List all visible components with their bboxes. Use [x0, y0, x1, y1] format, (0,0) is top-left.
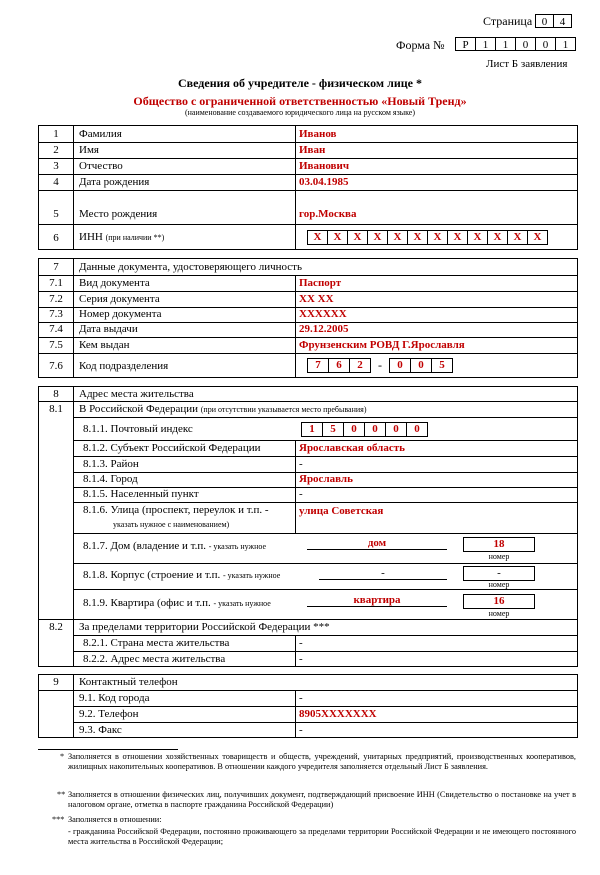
- footnote-2-mark: **: [57, 790, 66, 799]
- footnote-3-mark: ***: [52, 815, 65, 824]
- inn-digit: Х: [347, 230, 368, 245]
- city-code-label: 9.1. Код города: [79, 692, 150, 704]
- city-code-value: -: [299, 692, 303, 704]
- row-number: 2: [53, 144, 59, 156]
- page-label: Страница: [483, 14, 533, 28]
- address-section-label: Адрес места жительства: [79, 388, 194, 400]
- page-number-cells: [535, 14, 572, 28]
- doc-issuer-value: Фрунзенским РОВД Г.Ярославля: [299, 339, 465, 351]
- postal-digit: 5: [322, 422, 344, 437]
- settlement-value: -: [299, 488, 303, 500]
- country-label: 8.2.1. Страна места жительства: [83, 637, 230, 649]
- flat-note: - указать нужное: [213, 599, 271, 608]
- settlement-label: 8.1.5. Населенный пункт: [83, 488, 199, 500]
- unit-code-label: Код подразделения: [79, 360, 169, 372]
- rf-note: (при отсутствии указывается место пребывания): [200, 405, 367, 414]
- row-number: 8.2: [49, 621, 63, 633]
- page-digit: 0: [535, 14, 554, 28]
- doc-date-label: Дата выдачи: [79, 323, 138, 335]
- row-number: 5: [53, 208, 59, 220]
- postal-digit: 0: [385, 422, 407, 437]
- inn-digit: Х: [427, 230, 448, 245]
- flat-label-text: 8.1.9. Квартира (офис и т.п.: [83, 597, 211, 609]
- city-label: 8.1.4. Город: [83, 473, 138, 485]
- doc-number-value: ХХХХХХ: [299, 308, 347, 320]
- contact-section-label: Контактный телефон: [79, 676, 178, 688]
- page-digit: 4: [553, 14, 572, 28]
- patronymic-value: Иванович: [299, 160, 350, 172]
- row-number: 7.4: [49, 323, 63, 335]
- footnote-2: Заполняется в отношении физических лиц, получивших документ, подтверждающий присвоение ИНН (Свидетельство о постановке на учет в налоговом органе, отметка в паспорте гражданина Российской Федерации): [68, 790, 576, 809]
- footnote-1: Заполняется в отношении хозяйственных товариществ и обществ, учреждений, унитарных предприятий, производственных кооперативов, жилищных накопительных кооперативов. В отношении каждого учредителя заполняется отдельный Лист Б заявления.: [68, 752, 576, 771]
- street-label-note: указать нужное с наименованием): [113, 520, 230, 529]
- house-number: 18: [463, 537, 535, 552]
- abroad-label: За пределами территории Российской Федерации ***: [79, 621, 330, 633]
- doc-issuer-label: Кем выдан: [79, 339, 130, 351]
- row-number: 7.2: [49, 293, 63, 305]
- rf-label-text: В Российской Федерации: [79, 403, 198, 415]
- row-number: 3: [53, 160, 59, 172]
- row-number: 7.5: [49, 339, 63, 351]
- patronymic-label: Отчество: [79, 160, 123, 172]
- row-number: 1: [53, 128, 59, 140]
- doc-series-value: ХХ ХХ: [299, 293, 334, 305]
- name-label: Имя: [79, 144, 99, 156]
- form-digit: 0: [515, 37, 536, 51]
- doc-number-label: Номер документа: [79, 308, 162, 320]
- house-number-caption: номер: [488, 552, 510, 561]
- form-digit: 1: [475, 37, 496, 51]
- unit-code-digit: 5: [431, 358, 453, 373]
- surname-value: Иванов: [299, 128, 337, 140]
- house-note: - указать нужное: [208, 542, 266, 551]
- doc-date-value: 29.12.2005: [299, 323, 349, 335]
- abroad-address-value: -: [299, 653, 303, 665]
- row-number: 7.6: [49, 360, 63, 372]
- inn-cells: [307, 230, 548, 245]
- form-digit: 1: [495, 37, 516, 51]
- footnote-divider: [38, 749, 178, 750]
- corpus-label-text: 8.1.8. Корпус (строение и т.п.: [83, 569, 221, 581]
- footnote-1-mark: *: [60, 752, 65, 761]
- surname-label: Фамилия: [79, 128, 122, 140]
- birthplace-value: гор.Москва: [299, 208, 357, 220]
- unit-code-digit: 7: [307, 358, 329, 373]
- region-value: Ярославская область: [299, 442, 405, 454]
- row-number: 6: [53, 232, 59, 244]
- row-number: 7.3: [49, 308, 63, 320]
- corpus-note: - указать нужное: [222, 571, 281, 580]
- doc-type-label: Вид документа: [79, 277, 150, 289]
- inn-digit: Х: [507, 230, 528, 245]
- contact-section: [38, 674, 578, 738]
- region-label: 8.1.2. Субъект Российской Федерации: [83, 442, 261, 454]
- flat-label: [83, 597, 271, 609]
- row-number: 7.1: [49, 277, 63, 289]
- district-label: 8.1.3. Район: [83, 458, 139, 470]
- inn-digit: Х: [387, 230, 408, 245]
- name-value: Иван: [299, 144, 326, 156]
- flat-type: квартира: [307, 594, 447, 607]
- address-section: [38, 386, 578, 667]
- inn-label: [79, 231, 164, 243]
- row-number: 7: [53, 261, 59, 273]
- org-caption: (наименование создаваемого юридического лица на русском языке): [184, 108, 416, 117]
- form-title: Сведения об учредителе - физическом лице *: [177, 76, 422, 90]
- inn-digit: Х: [447, 230, 468, 245]
- rf-label: [79, 403, 367, 415]
- personal-section: [38, 125, 578, 250]
- city-value: Ярославль: [299, 473, 353, 485]
- unit-code-digit: 6: [328, 358, 350, 373]
- row-number: 8: [53, 388, 59, 400]
- postal-label: 8.1.1. Почтовый индекс: [83, 423, 193, 435]
- inn-digit: Х: [407, 230, 428, 245]
- fax-label: 9.3. Факс: [79, 724, 122, 736]
- form-label: Форма №: [396, 38, 445, 52]
- corpus-type: -: [319, 567, 447, 580]
- inn-digit: Х: [527, 230, 548, 245]
- street-value: улица Советская: [299, 505, 384, 517]
- row-number: 9: [53, 676, 59, 688]
- phone-value: 8905ХХХХХХХ: [299, 708, 377, 720]
- row-number: 8.1: [49, 403, 63, 415]
- postal-cells: [301, 422, 428, 437]
- doc-series-label: Серия документа: [79, 293, 160, 305]
- birthplace-label: Место рождения: [79, 208, 158, 220]
- unit-code-digit: 0: [410, 358, 432, 373]
- unit-code-dash: -: [378, 358, 382, 372]
- form-digit: 0: [535, 37, 556, 51]
- postal-digit: 0: [343, 422, 365, 437]
- corpus-label: [83, 569, 280, 581]
- flat-number: 16: [463, 594, 535, 609]
- form-number-cells: [455, 37, 576, 51]
- inn-label-text: ИНН: [79, 231, 103, 243]
- birthdate-value: 03.04.1985: [299, 176, 349, 188]
- document-section: [38, 258, 578, 378]
- footnote-3b: - гражданина Российской Федерации, постоянно проживающего за пределами территории Российской Федерации и не имеющего постоянного места жительства в Российской Федерации;: [68, 827, 576, 846]
- postal-digit: 0: [364, 422, 386, 437]
- inn-digit: Х: [487, 230, 508, 245]
- org-name: Общество с ограниченной ответственностью «Новый Тренд»: [133, 94, 467, 108]
- footnote-3: Заполняется в отношении:: [68, 815, 162, 824]
- postal-digit: 1: [301, 422, 323, 437]
- unit-code-right-cells: [389, 358, 453, 373]
- unit-code-digit: 0: [389, 358, 411, 373]
- inn-note: (при наличии **): [105, 233, 165, 242]
- house-type: дом: [307, 537, 447, 550]
- birthdate-label: Дата рождения: [79, 176, 150, 188]
- inn-digit: Х: [467, 230, 488, 245]
- postal-digit: 0: [406, 422, 428, 437]
- house-label: [83, 540, 266, 552]
- inn-digit: Х: [307, 230, 328, 245]
- form-digit: Р: [455, 37, 476, 51]
- unit-code-left-cells: [307, 358, 371, 373]
- country-value: -: [299, 637, 303, 649]
- row-number: 4: [53, 176, 59, 188]
- corpus-number: -: [463, 566, 535, 581]
- fax-value: -: [299, 724, 303, 736]
- unit-code-digit: 2: [349, 358, 371, 373]
- inn-digit: Х: [367, 230, 388, 245]
- document-section-label: Данные документа, удостоверяющего личность: [79, 261, 303, 273]
- form-digit: 1: [555, 37, 576, 51]
- inn-digit: Х: [327, 230, 348, 245]
- phone-label: 9.2. Телефон: [79, 708, 139, 720]
- doc-type-value: Паспорт: [299, 277, 342, 289]
- house-label-text: 8.1.7. Дом (владение и т.п.: [83, 540, 206, 552]
- district-value: -: [299, 458, 303, 470]
- street-label: 8.1.6. Улица (проспект, переулок и т.п. -: [83, 504, 269, 516]
- flat-number-caption: номер: [488, 609, 510, 618]
- abroad-address-label: 8.2.2. Адрес места жительства: [83, 653, 226, 665]
- sheet-label: Лист Б заявления: [486, 58, 568, 70]
- corpus-number-caption: номер: [488, 580, 510, 589]
